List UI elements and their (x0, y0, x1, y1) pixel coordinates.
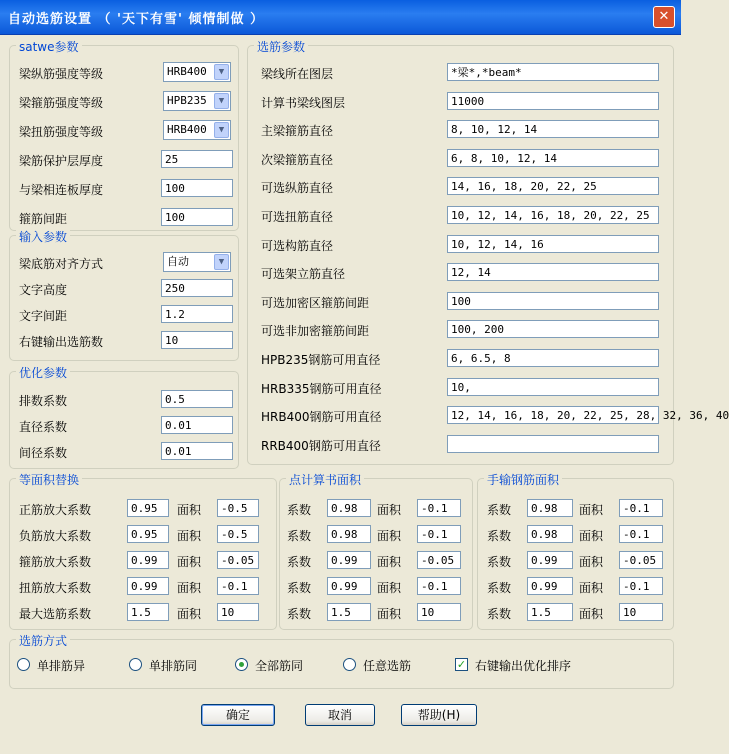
input-field-1[interactable]: 250 (161, 279, 233, 297)
selection-input-9[interactable]: 100, 200 (447, 320, 659, 338)
method-radio-3[interactable] (343, 658, 356, 671)
equal-area-factor-3[interactable]: 0.99 (127, 577, 169, 595)
selection-label-9: 可选非加密箍筋间距 (261, 324, 370, 339)
selection-label-8: 可选加密区箍筋间距 (261, 295, 370, 310)
point-calc-coef-label-4: 系数 (287, 607, 312, 621)
input-select-0-value: 自动 (167, 255, 189, 268)
chevron-down-icon[interactable]: ▼ (214, 122, 229, 138)
point-calc-group-title: 点计算书面积 (286, 471, 364, 488)
dialog-client (3, 35, 729, 751)
manual-area-4[interactable]: 10 (619, 603, 663, 621)
manual-area-label-2: 面积 (579, 555, 604, 569)
point-calc-factor-2[interactable]: 0.99 (327, 551, 371, 569)
optimize-group-title: 优化参数 (16, 364, 70, 381)
selection-input-11[interactable]: 10, (447, 378, 659, 396)
selection-label-0: 梁线所在图层 (261, 67, 334, 81)
method-group-title: 选筋方式 (16, 632, 70, 649)
manual-factor-0[interactable]: 0.98 (527, 499, 573, 517)
equal-area-label-3: 扭筋放大系数 (19, 581, 92, 595)
point-calc-area-label-3: 面积 (377, 581, 402, 595)
selection-input-6[interactable]: 10, 12, 14, 16 (447, 235, 659, 253)
method-radio-label-3: 任意选筋 (363, 659, 412, 673)
equal-area-area-2[interactable]: -0.05 (217, 551, 259, 569)
manual-coef-label-0: 系数 (487, 503, 512, 517)
selection-input-13[interactable] (447, 435, 659, 453)
equal-area-factor-1[interactable]: 0.95 (127, 525, 169, 543)
equal-area-area-label-3: 面积 (177, 581, 202, 595)
manual-area-2[interactable]: -0.05 (619, 551, 663, 569)
method-radio-2[interactable] (235, 658, 248, 671)
manual-coef-label-4: 系数 (487, 607, 512, 621)
title-bar (0, 0, 681, 35)
input-select-0[interactable] (163, 252, 231, 272)
point-calc-area-label-0: 面积 (377, 503, 402, 517)
input-field-3[interactable]: 10 (161, 331, 233, 349)
manual-area-0[interactable]: -0.1 (619, 499, 663, 517)
optimize-label-0: 排数系数 (19, 394, 68, 408)
point-calc-coef-label-3: 系数 (287, 581, 312, 595)
method-group (9, 634, 674, 689)
selection-label-5: 可选扭筋直径 (261, 210, 334, 224)
help-button[interactable]: 帮助(H) (401, 704, 477, 726)
close-icon[interactable]: ✕ (653, 6, 675, 28)
point-calc-factor-1[interactable]: 0.98 (327, 525, 371, 543)
input-label-3: 右键输出选筋数 (19, 335, 104, 349)
satwe-select-2-value: HRB400 (167, 123, 207, 136)
manual-factor-1[interactable]: 0.98 (527, 525, 573, 543)
manual-area-1[interactable]: -0.1 (619, 525, 663, 543)
point-calc-coef-label-1: 系数 (287, 529, 312, 543)
selection-label-1: 计算书梁线图层 (261, 95, 346, 110)
method-radio-0[interactable] (17, 658, 30, 671)
satwe-label-0: 梁纵筋强度等级 (19, 67, 104, 81)
method-radio-label-0: 单排筋异 (37, 659, 86, 673)
satwe-select-2[interactable] (163, 120, 231, 140)
method-checkbox-label: 右键输出优化排序 (475, 659, 572, 673)
point-calc-area-2[interactable]: -0.05 (417, 551, 461, 569)
optimize-input-0[interactable]: 0.5 (161, 390, 233, 408)
point-calc-area-4[interactable]: 10 (417, 603, 461, 621)
checkmark-icon[interactable]: ✓ (456, 658, 467, 671)
selection-label-11: HRB335钢筋可用直径 (261, 381, 382, 396)
selection-label-10: HPB235钢筋可用直径 (261, 353, 381, 367)
equal-area-label-1: 负筋放大系数 (19, 529, 92, 543)
point-calc-coef-label-2: 系数 (287, 555, 312, 569)
equal-area-area-label-2: 面积 (177, 555, 202, 569)
selection-label-13: RRB400钢筋可用直径 (261, 438, 381, 453)
window-title: 自动选筋设置 （ '天下有雪' 倾情制做 ） (8, 12, 265, 27)
selection-input-2[interactable]: 8, 10, 12, 14 (447, 120, 659, 138)
point-calc-factor-4[interactable]: 1.5 (327, 603, 371, 621)
manual-factor-4[interactable]: 1.5 (527, 603, 573, 621)
selection-label-6: 可选构筋直径 (261, 238, 334, 253)
point-calc-factor-0[interactable]: 0.98 (327, 499, 371, 517)
equal-area-area-label-1: 面积 (177, 529, 202, 543)
selection-input-0[interactable]: *梁*,*beam* (447, 63, 659, 81)
satwe-label-4: 与梁相连板厚度 (19, 183, 104, 197)
equal-area-area-4[interactable]: 10 (217, 603, 259, 621)
manual-factor-3[interactable]: 0.99 (527, 577, 573, 595)
equal-area-label-4: 最大选筋系数 (19, 607, 92, 621)
point-calc-area-label-1: 面积 (377, 529, 402, 543)
input-label-1: 文字高度 (19, 283, 68, 297)
manual-coef-label-2: 系数 (487, 555, 512, 569)
satwe-group-title: satwe参数 (16, 38, 82, 55)
point-calc-coef-label-0: 系数 (287, 503, 312, 517)
ok-button[interactable]: 确定 (201, 704, 275, 726)
point-calc-area-1[interactable]: -0.1 (417, 525, 461, 543)
manual-area-label-0: 面积 (579, 503, 604, 517)
selection-label-12: HRB400钢筋可用直径 (261, 410, 382, 425)
equal-area-area-3[interactable]: -0.1 (217, 577, 259, 595)
equal-area-group-title: 等面积替换 (16, 471, 82, 488)
selection-label-2: 主梁箍筋直径 (261, 124, 334, 139)
selection-input-1[interactable]: 11000 (447, 92, 659, 110)
selection-label-3: 次梁箍筋直径 (261, 152, 334, 167)
selection-label-4: 可选纵筋直径 (261, 181, 334, 196)
manual-coef-label-3: 系数 (487, 581, 512, 595)
optimize-input-2[interactable]: 0.01 (161, 442, 233, 460)
manual-area-3[interactable]: -0.1 (619, 577, 663, 595)
equal-area-factor-0[interactable]: 0.95 (127, 499, 169, 517)
chevron-down-icon[interactable]: ▼ (214, 93, 229, 109)
equal-area-area-0[interactable]: -0.5 (217, 499, 259, 517)
chevron-down-icon[interactable]: ▼ (214, 254, 229, 270)
selection-label-7: 可选架立筋直径 (261, 267, 346, 282)
satwe-label-2: 梁扭筋强度等级 (19, 125, 104, 139)
input-field-2[interactable]: 1.2 (161, 305, 233, 323)
selection-input-7[interactable]: 12, 14 (447, 263, 659, 281)
manual-group-title: 手输钢筋面积 (484, 471, 562, 488)
manual-factor-2[interactable]: 0.99 (527, 551, 573, 569)
manual-area-label-1: 面积 (579, 529, 604, 543)
satwe-label-3: 梁筋保护层厚度 (19, 154, 104, 168)
equal-area-label-0: 正筋放大系数 (19, 503, 92, 517)
optimize-label-2: 间径系数 (19, 446, 68, 460)
optimize-label-1: 直径系数 (19, 420, 68, 434)
satwe-select-0[interactable] (163, 62, 231, 82)
optimize-input-1[interactable]: 0.01 (161, 416, 233, 434)
equal-area-label-2: 箍筋放大系数 (19, 555, 92, 569)
manual-coef-label-1: 系数 (487, 529, 512, 543)
manual-area-label-3: 面积 (579, 581, 604, 595)
equal-area-area-label-4: 面积 (177, 607, 202, 621)
selection-input-3[interactable]: 6, 8, 10, 12, 14 (447, 149, 659, 167)
selection-input-4[interactable]: 14, 16, 18, 20, 22, 25 (447, 177, 659, 195)
input-label-2: 文字间距 (19, 309, 68, 323)
satwe-select-0-value: HRB400 (167, 65, 207, 78)
satwe-label-5: 箍筋间距 (19, 212, 68, 226)
point-calc-area-3[interactable]: -0.1 (417, 577, 461, 595)
equal-area-area-label-0: 面积 (177, 503, 202, 517)
equal-area-factor-2[interactable]: 0.99 (127, 551, 169, 569)
point-calc-area-label-2: 面积 (377, 555, 402, 569)
selection-input-12[interactable]: 12, 14, 16, 18, 20, 22, 25, 28, 32, 36, 40 (447, 406, 659, 424)
satwe-label-1: 梁箍筋强度等级 (19, 96, 104, 110)
method-radio-1[interactable] (129, 658, 142, 671)
selection-input-5[interactable]: 10, 12, 14, 16, 18, 20, 22, 25 (447, 206, 659, 224)
satwe-select-1-value: HPB235 (167, 94, 207, 107)
point-calc-area-label-4: 面积 (377, 607, 402, 621)
selection-input-8[interactable]: 100 (447, 292, 659, 310)
point-calc-factor-3[interactable]: 0.99 (327, 577, 371, 595)
point-calc-area-0[interactable]: -0.1 (417, 499, 461, 517)
satwe-input-5[interactable]: 100 (161, 208, 233, 226)
input-params-group-title: 输入参数 (16, 228, 70, 245)
cancel-button[interactable]: 取消 (305, 704, 375, 726)
selection-group-title: 选筋参数 (254, 38, 308, 55)
satwe-select-1[interactable] (163, 91, 231, 111)
selection-input-10[interactable]: 6, 6.5, 8 (447, 349, 659, 367)
satwe-input-3[interactable]: 25 (161, 150, 233, 168)
equal-area-factor-4[interactable]: 1.5 (127, 603, 169, 621)
method-radio-label-2: 全部筋同 (255, 659, 304, 673)
manual-area-label-4: 面积 (579, 607, 604, 621)
equal-area-area-1[interactable]: -0.5 (217, 525, 259, 543)
satwe-input-4[interactable]: 100 (161, 179, 233, 197)
method-radio-label-1: 单排筋同 (149, 659, 198, 673)
input-label-0: 梁底筋对齐方式 (19, 257, 104, 271)
chevron-down-icon[interactable]: ▼ (214, 64, 229, 80)
